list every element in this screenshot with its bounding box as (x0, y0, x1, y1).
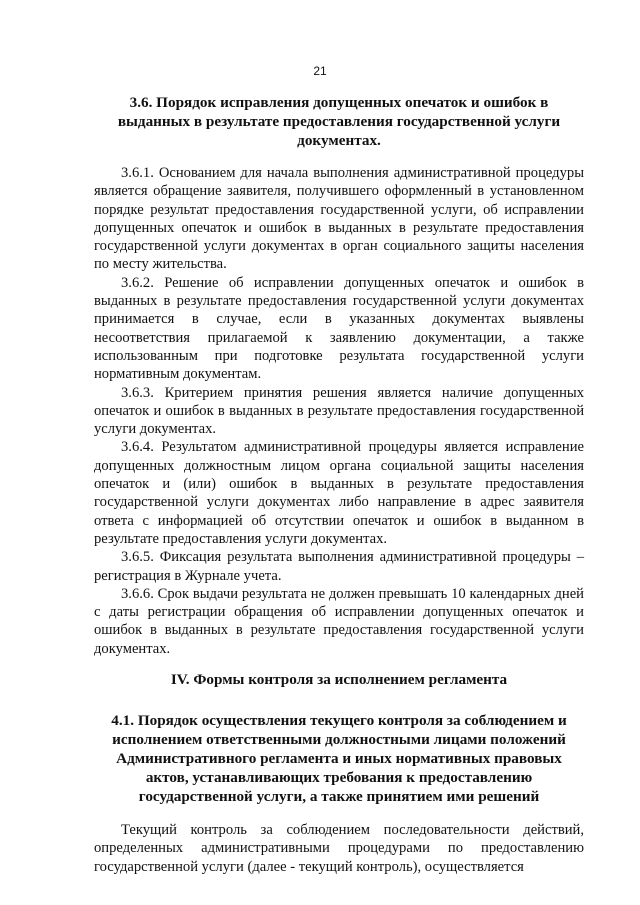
section-4-heading: IV. Формы контроля за исполнением регламента (170, 671, 508, 689)
paragraph-3-6-6: 3.6.6. Срок выдачи результата не должен превышать 10 календарных дней с даты регистрации обращения об исправлении допущенных опечаток и ошибок в выданных в результате предоставления государственной услуги документах. (94, 585, 584, 657)
paragraph-3-6-1: 3.6.1. Основанием для начала выполнения административной процедуры является обращение заявителя, получившего оформленный в установленном порядке результат предоставления государственной услуги, об исправлении допущенных опечаток и ошибок в выданных в результате предоставления государственной услуги документах в орган социального защиты населения по месту жительства. (94, 165, 584, 273)
page-content (94, 93, 584, 876)
paragraph-4-1-1: Текущий контроль за соблюдением последовательности действий, определенных административными процедурами по предоставлению государственной услуги (далее - текущий контроль), осуществляется (94, 822, 584, 875)
page-number: 21 (313, 64, 327, 78)
paragraph-3-6-5: 3.6.5. Фиксация результата выполнения административной процедуры – регистрация в Журнале учета. (94, 549, 584, 584)
section-4-1-heading: 4.1. Порядок осуществления текущего контроля за соблюдением и исполнением ответственными должностными лицами положений Административного регламента и иных нормативных правовых актов, устанавливающих требования к предоставлению государственной услуги, а также принятием ими решений (111, 712, 567, 806)
section-3-6-heading: 3.6. Порядок исправления допущенных опечаток и ошибок в выданных в результате предоставления государственной услуги документах. (117, 94, 561, 149)
paragraph-3-6-2: 3.6.2. Решение об исправлении допущенных опечаток и ошибок в выданных в результате предоставления государственной услуги документах принимается в случае, если в указанных документах выявлены несоответствия прилагаемой к заявлению документации, а также использованным при подготовке результата государственной услуги нормативным документам. (94, 274, 584, 383)
paragraph-3-6-4: 3.6.4. Результатом административной процедуры является исправление допущенных должностным лицом органа социальной защиты населения опечаток и (или) ошибок в выданных в результате предоставления государственной услуги документах либо направление в адрес заявителя ответа с информацией об отсутствии опечаток и ошибок в выданном в результате предоставления услуги документах. (94, 439, 584, 547)
paragraph-3-6-3: 3.6.3. Критерием принятия решения является наличие допущенных опечаток и ошибок в выданных в результате предоставления государственной услуги документах. (94, 384, 584, 438)
